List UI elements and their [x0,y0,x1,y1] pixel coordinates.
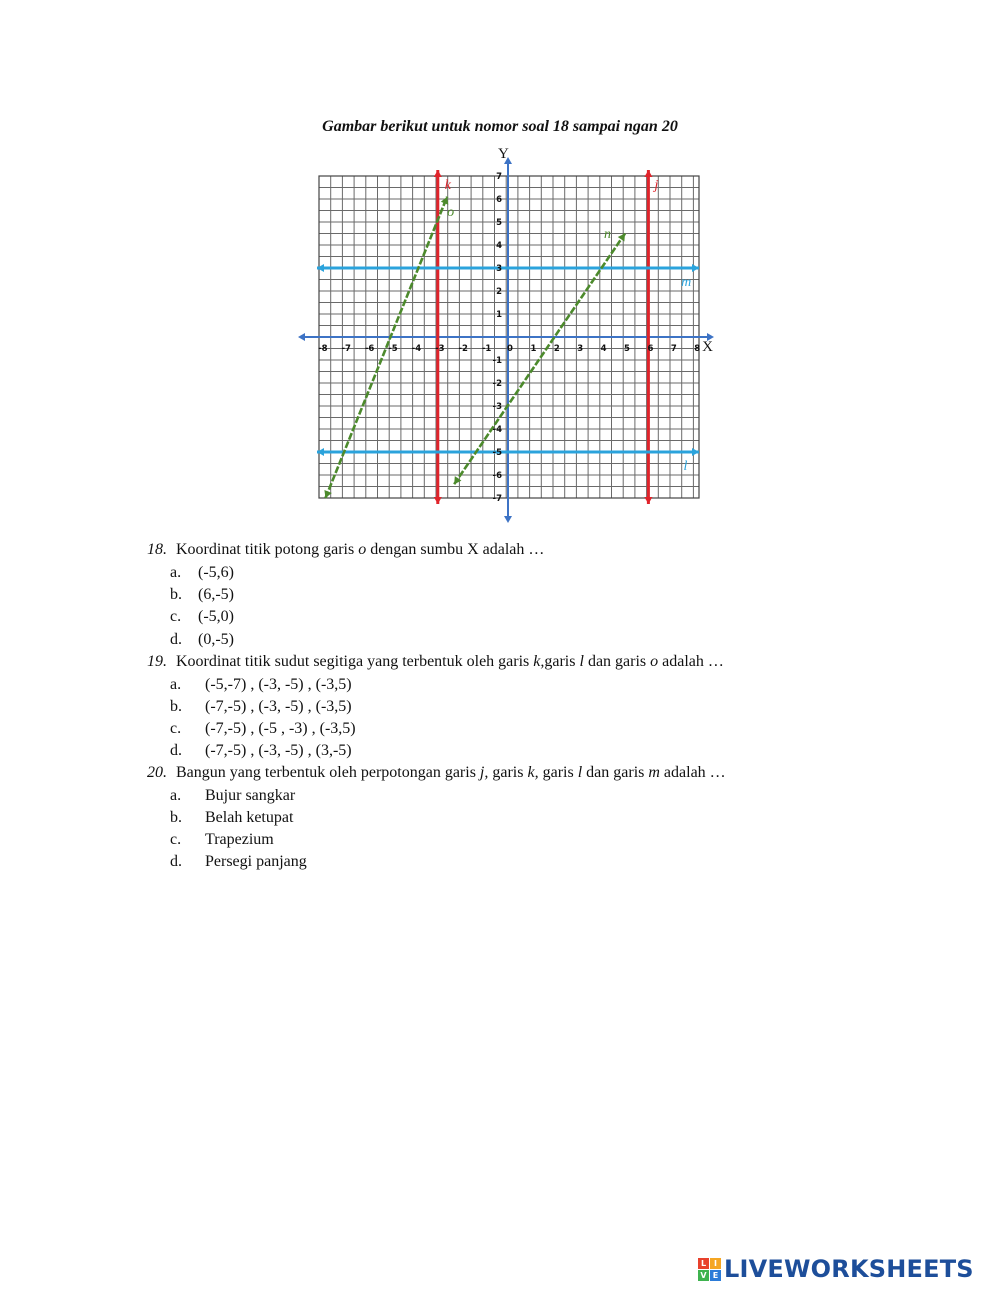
option-18a[interactable]: a. (-5,6) [170,564,234,581]
x-tick-label: -1 [481,344,492,354]
question-number: 20. [147,764,167,781]
logo-wordmark: LIVEWORKSHEETS [724,1255,974,1283]
line-m-arrow-icon [317,264,324,272]
y-tick-label: -5 [492,448,502,458]
y-tick-label: 1 [496,310,502,320]
question-18: 18. Koordinat titik potong garis o dengan sumbu X adalah … [147,541,545,558]
question-number: 18. [147,541,167,558]
y-tick-label: -1 [492,356,502,366]
liveworksheets-logo[interactable] [698,1255,974,1283]
line-m-arrow-icon [692,264,699,272]
coordinate-graph [295,142,715,527]
y-tick-label: 7 [496,172,502,182]
line-k-arrow-icon [434,170,442,177]
label-m: m [681,275,692,290]
x-tick-label: -4 [411,344,422,354]
question-20: 20. Bangun yang terbentuk oleh perpotongan garis j, garis k, garis l dan garis m adalah … [147,764,726,781]
line-k-arrow-icon [434,497,442,504]
option-19d[interactable]: d. (-7,-5) , (-3, -5) , (3,-5) [170,742,352,759]
line-l-arrow-icon [317,448,324,456]
y-tick-label: 4 [496,241,502,251]
label-o: o [447,205,455,220]
y-tick-label: -2 [492,379,502,389]
option-18b[interactable]: b. (6,-5) [170,586,234,603]
label-j: j [654,178,659,193]
y-tick-label: -4 [492,425,502,435]
y-tick-label: -7 [492,494,502,504]
x-tick-label: 5 [624,344,630,354]
x-tick-label: 4 [600,344,607,354]
x-tick-label: 3 [577,344,584,354]
line-j-arrow-icon [644,497,652,504]
x-tick-label: 1 [530,344,537,354]
label-k: k [444,178,452,193]
x-tick-label: -7 [341,344,351,354]
x-axis-arrow-icon [298,333,305,341]
x-tick-label: 8 [694,344,701,354]
x-axis-label: X [702,339,713,355]
x-tick-label: 7 [670,344,677,354]
question-number: 19. [147,653,167,670]
y-tick-label: -3 [492,402,502,412]
option-18d[interactable]: d. (0,-5) [170,631,234,648]
option-19c[interactable]: c. (-7,-5) , (-5 , -3) , (-3,5) [170,720,356,737]
option-20b[interactable]: b. Belah ketupat [170,809,294,826]
question-19: 19. Koordinat titik sudut segitiga yang terbentuk oleh garis k,garis l dan garis o adalah … [147,653,724,670]
figure-caption: Gambar berikut untuk nomor soal 18 sampai ngan 20 [322,118,678,135]
y-tick-label: 2 [496,287,502,297]
x-tick-label: 0 [507,344,513,354]
x-tick-label: 2 [553,344,560,354]
y-axis-label: Y [498,146,509,162]
logo-badge-icon: L I V E [698,1258,721,1281]
x-tick-label: -3 [435,344,445,354]
y-axis-arrow-icon [504,516,512,523]
label-n: n [603,227,611,242]
label-l: l [683,459,688,474]
x-tick-label: -8 [318,344,328,354]
option-20c[interactable]: c. Trapezium [170,831,274,848]
y-tick-label: 6 [496,195,502,205]
line-l-arrow-icon [692,448,699,456]
y-tick-label: 3 [496,264,502,274]
option-20d[interactable]: d. Persegi panjang [170,853,307,870]
option-19a[interactable]: a. (-5,-7) , (-3, -5) , (-3,5) [170,676,352,693]
x-tick-label: -2 [458,344,468,354]
option-19b[interactable]: b. (-7,-5) , (-3, -5) , (-3,5) [170,698,352,715]
x-tick-label: -5 [388,344,398,354]
x-tick-label: 6 [647,344,654,354]
y-tick-label: 5 [496,218,502,228]
option-18c[interactable]: c. (-5,0) [170,608,234,625]
line-j-arrow-icon [644,170,652,177]
option-20a[interactable]: a. Bujur sangkar [170,787,296,804]
x-tick-label: -6 [364,344,375,354]
y-tick-label: -6 [492,471,502,481]
